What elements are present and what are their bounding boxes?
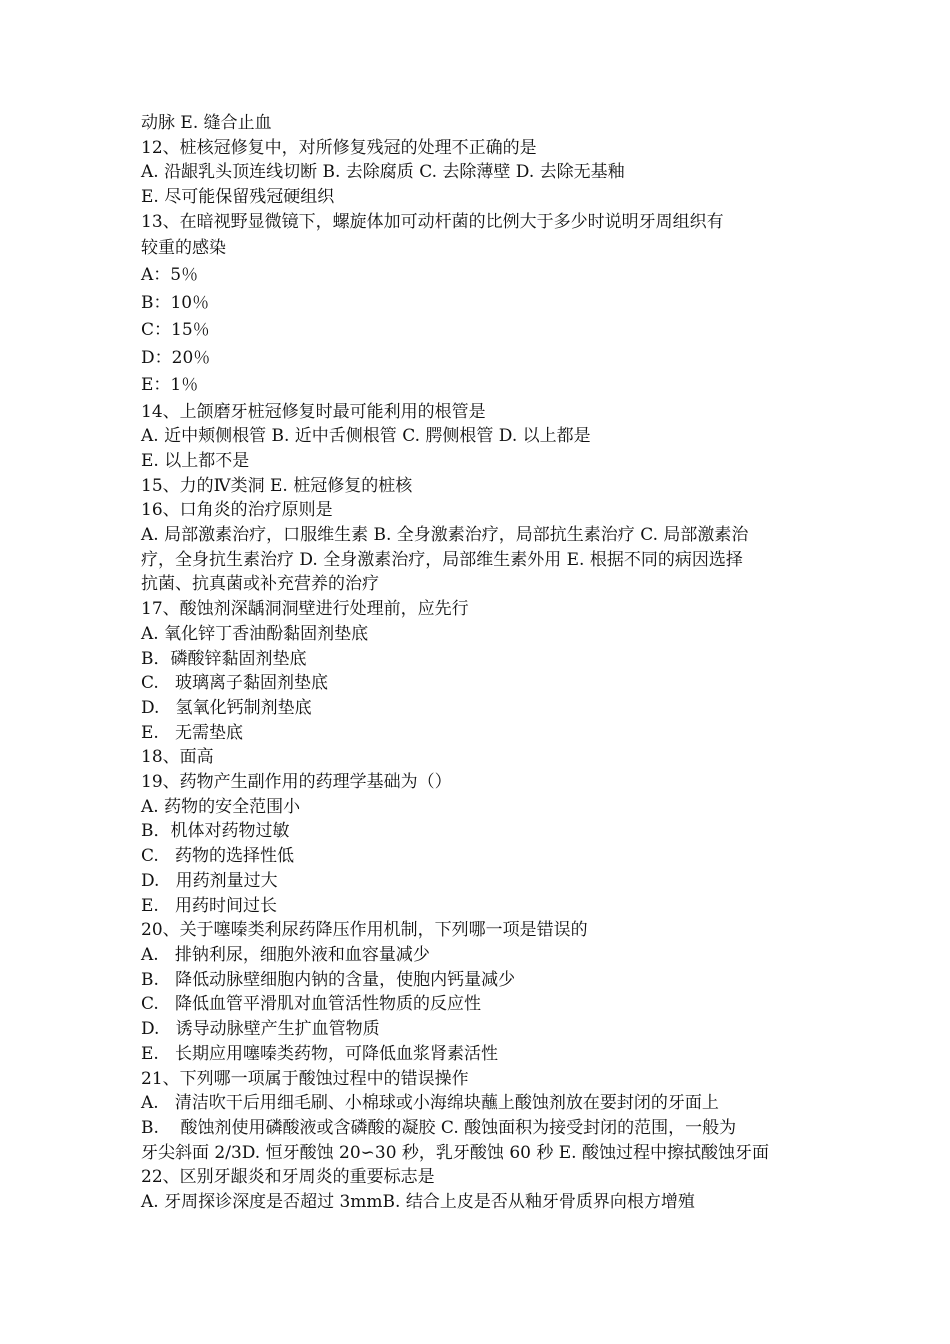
question-14-options: A. 近中颊侧根管 B. 近中舌侧根管 C. 腭侧根管 D. 以上都是 (141, 426, 591, 447)
question-22-options: A. 牙周探诊深度是否超过 3mmB. 结合上皮是否从釉牙骨质界向根方增殖 (141, 1192, 695, 1213)
question-14-option-e: E. 以上都不是 (141, 450, 250, 471)
question-16: 16、口角炎的治疗原则是 (141, 500, 333, 521)
question-21-option-b: B. 酸蚀剂使用磷酸液或含磷酸的凝胶 C. 酸蚀面积为接受封闭的范围，一般为 (141, 1117, 737, 1138)
text-line: 动脉 E. 缝合止血 (141, 113, 272, 133)
question-13-option-a: A：5％ (141, 265, 199, 286)
question-13-option-e: E：1％ (141, 375, 199, 396)
question-20-option-c: C. 降低血管平滑肌对血管活性物质的反应性 (141, 994, 482, 1015)
question-19-option-b: B．机体对药物过敏 (141, 821, 290, 842)
question-16-options-cont: 疗，全身抗生素治疗 D. 全身激素治疗，局部维生素外用 E. 根据不同的病因选择 (141, 549, 743, 570)
question-12: 12、桩核冠修复中，对所修复残冠的处理不正确的是 (141, 137, 537, 158)
question-17-option-e: E. 无需垫底 (141, 722, 244, 743)
question-17-option-c: C. 玻璃离子黏固剂垫底 (141, 673, 329, 694)
question-16-options-cont: 抗菌、抗真菌或补充营养的治疗 (141, 574, 379, 595)
question-13-continued: 较重的感染 (141, 237, 226, 258)
question-17-option-d: D. 氢氧化钙制剂垫底 (141, 697, 312, 718)
question-12-option-e: E. 尽可能保留残冠硬组织 (141, 187, 335, 208)
question-20-option-a: A. 排钠利尿，细胞外液和血容量减少 (141, 944, 430, 965)
question-13-option-b: B：10％ (141, 292, 210, 313)
question-17-option-b: B．磷酸锌黏固剂垫底 (141, 648, 307, 669)
question-21-options-cont: 牙尖斜面 2/3D. 恒牙酸蚀 20∽30 秒，乳牙酸蚀 60 秒 E. 酸蚀过程中擦拭酸蚀牙面 (141, 1142, 769, 1163)
question-18: 18、面高 (141, 747, 214, 768)
question-13-option-c: C：15％ (141, 320, 210, 341)
question-16-options: A. 局部激素治疗，口服维生素 B. 全身激素治疗，局部抗生素治疗 C. 局部激素治 (141, 525, 749, 546)
question-21-option-a: A. 清洁吹干后用细毛刷、小棉球或小海绵块蘸上酸蚀剂放在要封闭的牙面上 (141, 1093, 719, 1114)
question-15: 15、力的Ⅳ类洞 E. 桩冠修复的桩核 (141, 475, 413, 496)
question-19-option-c: C. 药物的选择性低 (141, 846, 295, 867)
question-19-option-a: A. 药物的安全范围小 (141, 796, 301, 817)
question-20-option-d: D. 诱导动脉壁产生扩血管物质 (141, 1019, 380, 1040)
question-19: 19、药物产生副作用的药理学基础为（） (141, 772, 452, 793)
question-19-option-d: D. 用药剂量过大 (141, 870, 278, 891)
document-body (141, 111, 821, 1215)
question-13-option-d: D：20％ (141, 347, 211, 368)
question-17: 17、酸蚀剂深龋洞洞壁进行处理前，应先行 (141, 599, 469, 620)
question-21: 21、下列哪一项属于酸蚀过程中的错误操作 (141, 1068, 469, 1089)
question-22: 22、区别牙龈炎和牙周炎的重要标志是 (141, 1167, 435, 1188)
question-19-option-e: E. 用药时间过长 (141, 895, 278, 916)
question-20: 20、关于噻嗪类利尿药降压作用机制，下列哪一项是错误的 (141, 920, 588, 941)
question-12-options: A. 沿龈乳头顶连线切断 B. 去除腐质 C. 去除薄壁 D. 去除无基釉 (141, 162, 625, 183)
question-20-option-e: E. 长期应用噻嗪类药物，可降低血浆肾素活性 (141, 1043, 499, 1064)
question-17-option-a: A. 氧化锌丁香油酚黏固剂垫底 (141, 623, 369, 644)
question-14: 14、上颌磨牙桩冠修复时最可能利用的根管是 (141, 401, 486, 422)
question-13: 13、在暗视野显微镜下，螺旋体加可动杆菌的比例大于多少时说明牙周组织有 (141, 211, 724, 232)
question-20-option-b: B. 降低动脉壁细胞内钠的含量，使胞内钙量减少 (141, 969, 516, 990)
